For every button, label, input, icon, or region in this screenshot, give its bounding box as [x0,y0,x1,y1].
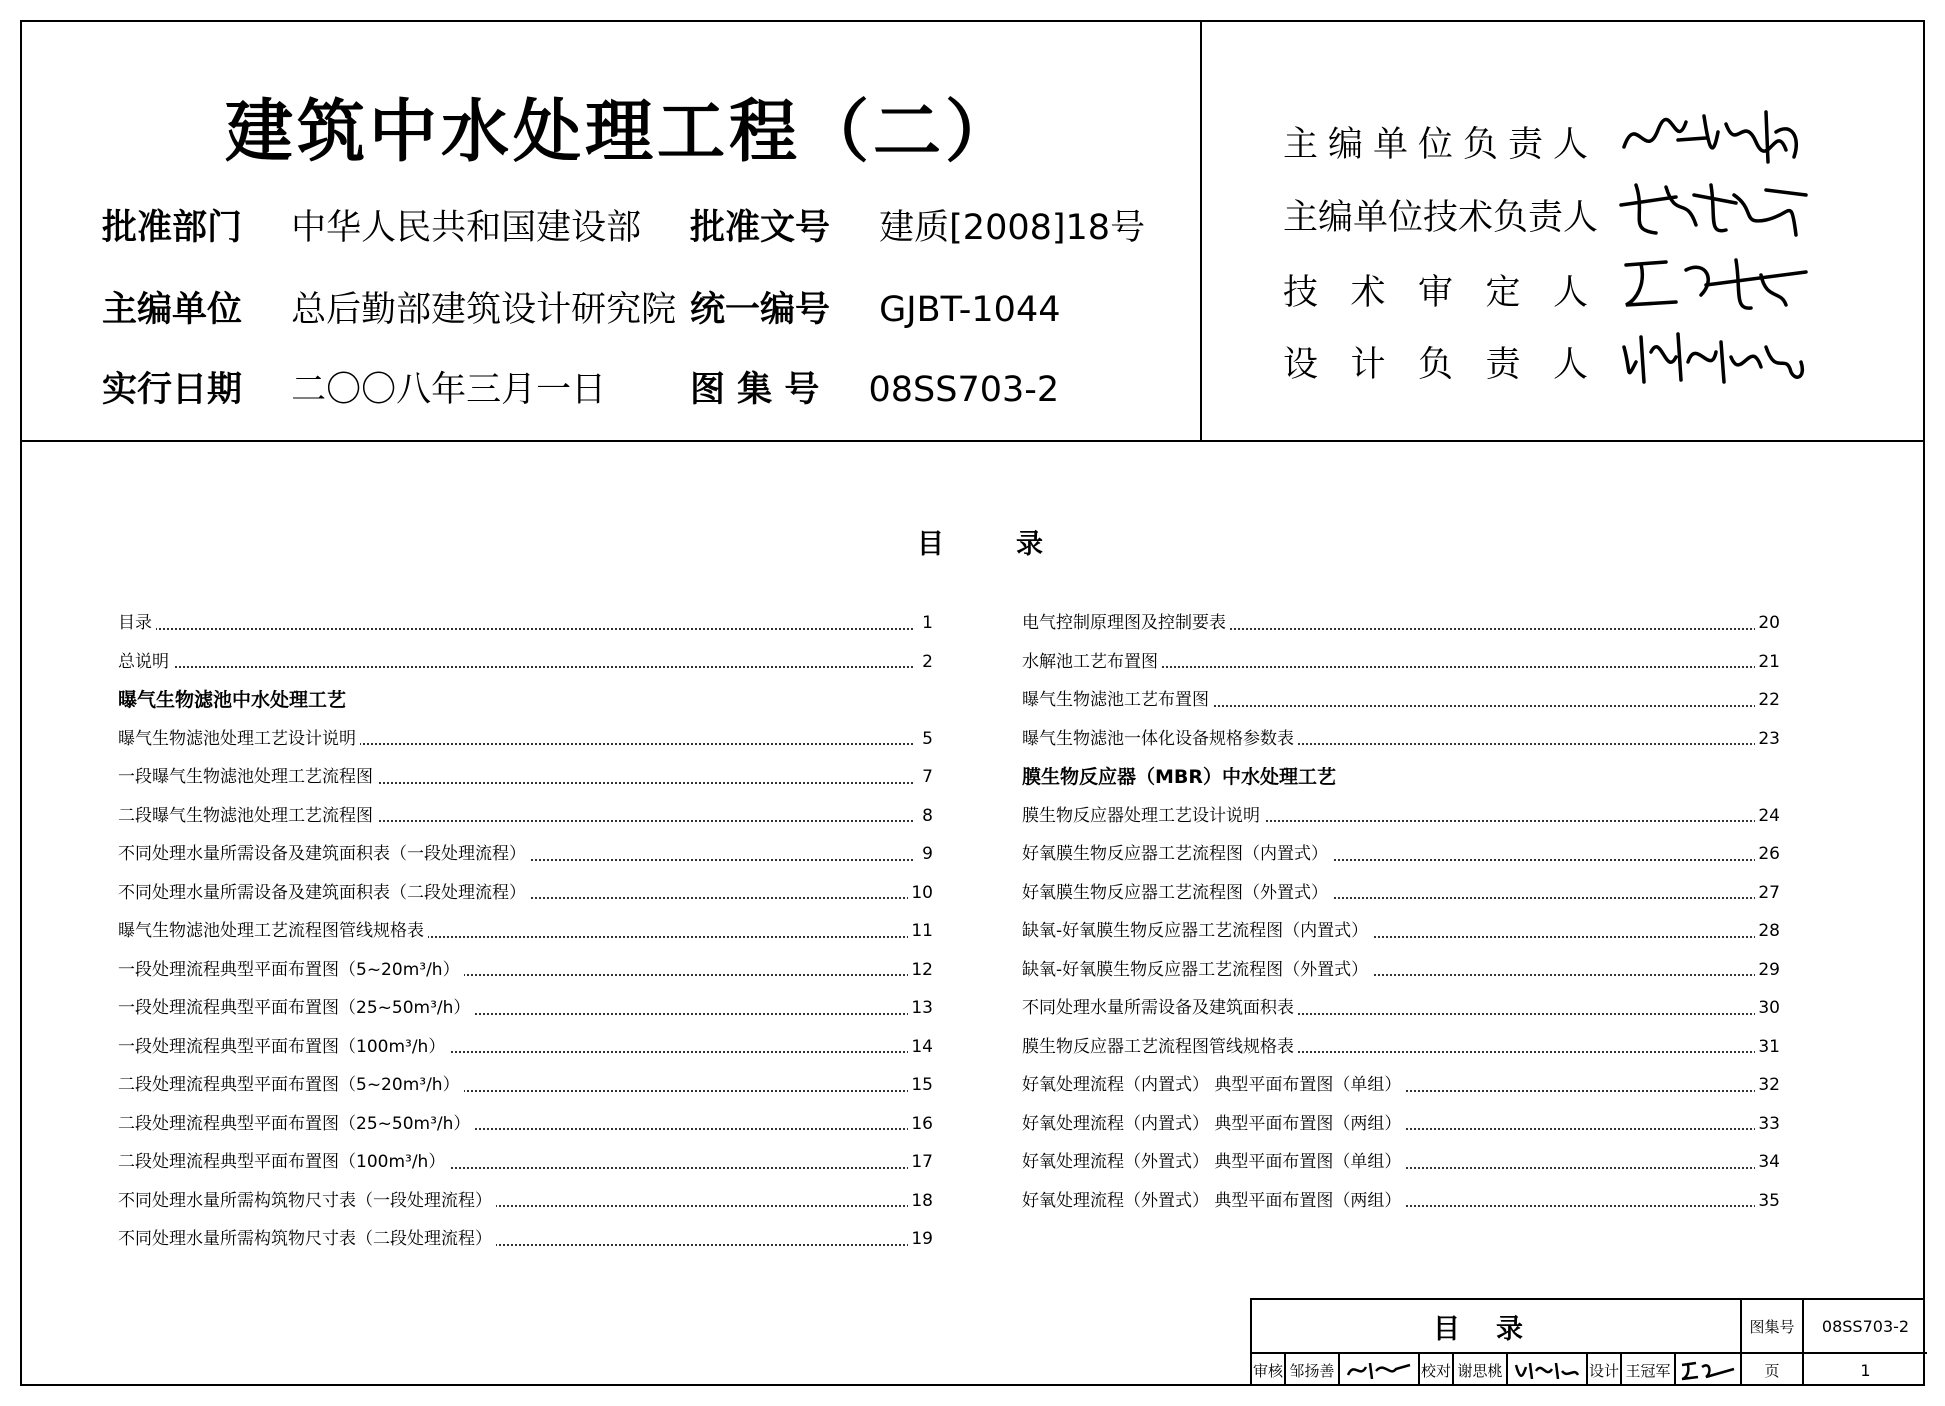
toc-left-column [118,604,933,1259]
resp-row-chief-unit-head [1283,102,1816,181]
toc-section-heading [1022,758,1780,797]
toc-entry-page: 22 [1755,681,1780,720]
approval-no-row [690,200,1145,250]
toc-entry [118,720,933,759]
toc-entry [1022,1143,1780,1182]
toc-entry-title: 好氧处理流程（内置式） 典型平面布置图（单组） [1022,1066,1405,1105]
chief-unit-label: 主编单位 [102,290,243,330]
toc-entry-page: 19 [908,1220,933,1259]
toc-entry-page: 9 [919,835,933,874]
toc-entry-page: 11 [908,912,933,951]
resp-row-tech-reviewer [1283,250,1816,329]
approval-dept-row [102,200,641,250]
toc-entry-title: 曝气生物滤池处理工艺流程图管线规格表 [118,912,428,951]
design-label: 设计 [1588,1354,1622,1386]
toc-entry-page: 31 [1755,1028,1780,1067]
toc-entry-title: 好氧膜生物反应器工艺流程图（外置式） [1022,874,1332,913]
toc-entry-page: 2 [919,643,933,682]
toc-entry-page: 29 [1755,951,1780,990]
toc-entry-title: 不同处理水量所需构筑物尺寸表（一段处理流程） [118,1182,496,1221]
toc-entry-page: 10 [908,874,933,913]
toc-entry [1022,1105,1780,1144]
toc-entry-title: 二段处理流程典型平面布置图（5~20m³/h） [118,1066,464,1105]
toc-entry-title: 好氧处理流程（外置式） 典型平面布置图（两组） [1022,1182,1405,1221]
title-block-title: 目录 [1252,1300,1742,1354]
atlas-no-label: 图 集 号 [690,370,820,410]
toc-entry-page: 20 [1755,604,1780,643]
toc-leader-dots [118,666,913,668]
approval-dept-value: 中华人民共和国建设部 [291,208,642,248]
checker-signature [1508,1354,1588,1386]
toc-entry-title: 二段曝气生物滤池处理工艺流程图 [118,797,377,836]
effective-date-label: 实行日期 [102,370,243,410]
toc-entry-page: 7 [919,758,933,797]
toc-entry-title: 电气控制原理图及控制要表 [1022,604,1230,643]
designer-name: 王冠军 [1622,1354,1676,1386]
toc-entry-title: 目录 [118,604,156,643]
page-number: 1 [1860,1360,1871,1380]
toc-entry [118,758,933,797]
toc-entry-title: 一段处理流程典型平面布置图（25~50m³/h） [118,989,474,1028]
toc-entry-page: 12 [908,951,933,990]
toc-title: 目录 [917,529,1115,560]
toc-entry-title: 不同处理水量所需设备及建筑面积表 [1022,989,1298,1028]
unified-no-value: GJBT-1044 [879,290,1061,330]
check-label: 校对 [1420,1354,1454,1386]
toc-entry [118,643,933,682]
atlas-no-row [690,362,1059,412]
atlas-no-value: 08SS703-2 [868,370,1060,410]
resp-label: 主编单位技术负责人 [1283,197,1599,238]
toc-entry [118,1182,933,1221]
toc-entry [1022,1066,1780,1105]
toc-entry-page: 30 [1755,989,1780,1028]
toc-entry [118,1066,933,1105]
toc-entry [1022,912,1780,951]
toc-entry [1022,1182,1780,1221]
toc-entry-title: 不同处理水量所需设备及建筑面积表（二段处理流程） [118,874,530,913]
toc-entry-title: 不同处理水量所需构筑物尺寸表（二段处理流程） [118,1220,496,1259]
toc-entry-page: 14 [908,1028,933,1067]
toc-entry-page: 23 [1755,720,1780,759]
toc-entry-title: 二段处理流程典型平面布置图（25~50m³/h） [118,1105,474,1144]
designer-signature [1676,1354,1742,1386]
toc-entry-title: 好氧处理流程（外置式） 典型平面布置图（单组） [1022,1143,1405,1182]
toc-entry-page: 8 [919,797,933,836]
toc-entry-page: 33 [1755,1105,1780,1144]
unified-no-label: 统一编号 [690,290,831,330]
toc-entry [1022,874,1780,913]
reviewer-signature [1340,1354,1420,1386]
toc-entry [118,1105,933,1144]
toc-entry [118,1143,933,1182]
toc-leader-dots [118,628,913,630]
toc-entry [118,1220,933,1259]
resp-label: 主编单位负责人 [1283,124,1588,165]
toc-entry-page: 35 [1755,1182,1780,1221]
toc-entry-page: 26 [1755,835,1780,874]
toc-entry [118,989,933,1028]
toc-entry-title: 膜生物反应器处理工艺设计说明 [1022,797,1264,836]
toc-entry-page: 15 [908,1066,933,1105]
approval-dept-label: 批准部门 [102,208,243,248]
toc-entry-page: 1 [919,604,933,643]
toc-entry-page: 5 [919,720,933,759]
toc-entry [118,951,933,990]
toc-right-column [1022,604,1780,1220]
header-vertical-divider [1200,20,1202,440]
toc-entry-title: 好氧处理流程（内置式） 典型平面布置图（两组） [1022,1105,1405,1144]
approval-no-value: 建质[2008]18号 [879,208,1146,248]
toc-entry-title: 一段处理流程典型平面布置图（100m³/h） [118,1028,449,1067]
header-divider [20,440,1925,442]
page-label: 页 [1742,1354,1804,1386]
toc-entry [118,604,933,643]
handwritten-signature [1616,322,1816,401]
review-label: 审核 [1252,1354,1286,1386]
toc-entry [1022,643,1780,682]
toc-entry-title: 曝气生物滤池工艺布置图 [1022,681,1213,720]
toc-entry-title: 缺氧-好氧膜生物反应器工艺流程图（外置式） [1022,951,1372,990]
title-block-atlas-label: 图集号 [1742,1300,1804,1354]
checker-name: 谢思桃 [1454,1354,1508,1386]
title-block [1250,1298,1925,1386]
toc-entry-page: 21 [1755,643,1780,682]
unified-no-row [690,282,1060,332]
toc-entry-title: 一段处理流程典型平面布置图（5~20m³/h） [118,951,464,990]
toc-entry [1022,835,1780,874]
toc-entry-page: 28 [1755,912,1780,951]
title-block-atlas-no: 08SS703-2 [1804,1300,1927,1354]
toc-entry-title: 不同处理水量所需设备及建筑面积表（一段处理流程） [118,835,530,874]
toc-entry [1022,720,1780,759]
toc-entry-title: 水解池工艺布置图 [1022,643,1162,682]
toc-entry-page: 24 [1755,797,1780,836]
effective-date-value: 二〇〇八年三月一日 [291,370,607,410]
resp-row-chief-tech-head [1283,175,1816,254]
toc-entry-page: 27 [1755,874,1780,913]
handwritten-signature [1616,175,1816,254]
toc-entry [118,912,933,951]
toc-entry [118,1028,933,1067]
toc-entry-title: 曝气生物滤池中水处理工艺 [118,681,350,720]
toc-entry-title: 曝气生物滤池一体化设备规格参数表 [1022,720,1298,759]
toc-entry-page: 32 [1755,1066,1780,1105]
toc-section-heading [118,681,933,720]
approval-no-label: 批准文号 [690,208,831,248]
resp-label: 设计负责人 [1283,344,1588,385]
toc-entry-title: 一段曝气生物滤池处理工艺流程图 [118,758,377,797]
toc-entry-title: 缺氧-好氧膜生物反应器工艺流程图（内置式） [1022,912,1372,951]
toc-entry [118,835,933,874]
toc-entry [118,797,933,836]
toc-entry-page: 34 [1755,1143,1780,1182]
chief-unit-value: 总后勤部建筑设计研究院 [291,290,677,330]
atlas-title: 建筑中水处理工程（二） [225,93,1018,172]
toc-entry-title: 总说明 [118,643,173,682]
toc-entry-title: 膜生物反应器（MBR）中水处理工艺 [1022,758,1340,797]
reviewer-name: 邹扬善 [1286,1354,1340,1386]
toc-entry-page: 17 [908,1143,933,1182]
chief-unit-row [102,282,676,332]
handwritten-signature [1616,250,1816,329]
toc-entry [1022,951,1780,990]
toc-entry-page: 16 [908,1105,933,1144]
toc-entry [1022,989,1780,1028]
toc-entry [1022,797,1780,836]
toc-entry-title: 好氧膜生物反应器工艺流程图（内置式） [1022,835,1332,874]
handwritten-signature [1616,102,1816,181]
toc-entry [1022,681,1780,720]
effective-date-row [102,362,606,412]
toc-entry [1022,604,1780,643]
resp-label: 技术审定人 [1283,272,1588,313]
toc-entry-title: 二段处理流程典型平面布置图（100m³/h） [118,1143,449,1182]
toc-entry [118,874,933,913]
toc-entry-title: 膜生物反应器工艺流程图管线规格表 [1022,1028,1298,1067]
toc-entry-page: 13 [908,989,933,1028]
toc-entry-title: 曝气生物滤池处理工艺设计说明 [118,720,360,759]
toc-entry-page: 18 [908,1182,933,1221]
resp-row-design-head [1283,322,1816,401]
toc-entry [1022,1028,1780,1067]
